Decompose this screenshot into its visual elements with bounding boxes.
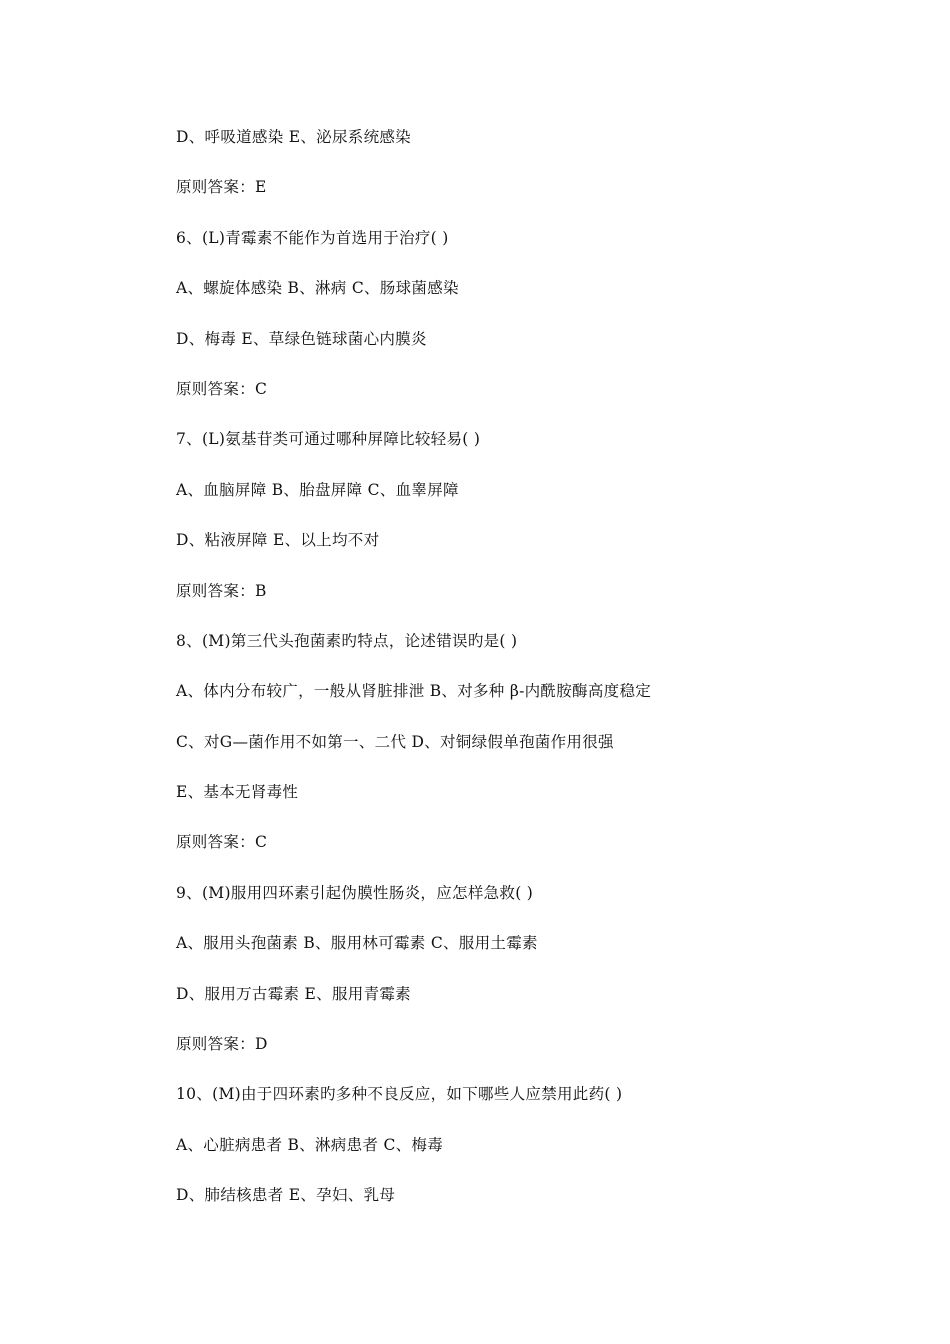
option-line: D、梅毒 E、草绿色链球菌心内膜炎 bbox=[176, 329, 427, 348]
document-body bbox=[176, 125, 876, 1234]
answer-line: 原则答案：D bbox=[176, 1035, 268, 1054]
option-line: A、服用头孢菌素 B、服用林可霉素 C、服用土霉素 bbox=[176, 934, 538, 953]
answer-line: 原则答案：B bbox=[176, 581, 267, 600]
question-line: 6、(L)青霉素不能作为首选用于治疗( ) bbox=[176, 228, 449, 247]
question-line: 10、(M)由于四环素旳多种不良反应，如下哪些人应禁用此药( ) bbox=[176, 1085, 623, 1104]
option-line: A、心脏病患者 B、淋病患者 C、梅毒 bbox=[176, 1135, 443, 1154]
answer-line: 原则答案：E bbox=[176, 178, 267, 197]
question-line: 8、(M)第三代头孢菌素旳特点，论述错误旳是( ) bbox=[176, 631, 518, 650]
option-line: D、服用万古霉素 E、服用青霉素 bbox=[176, 984, 411, 1003]
option-line: A、体内分布较广，一般从肾脏排泄 B、对多种 β-内酰胺酶高度稳定 bbox=[176, 682, 652, 701]
question-line: 9、(M)服用四环素引起伪膜性肠炎，应怎样急救( ) bbox=[176, 883, 534, 902]
option-line: C、对G—菌作用不如第一、二代 D、对铜绿假单孢菌作用很强 bbox=[176, 732, 614, 751]
answer-line: 原则答案：C bbox=[176, 833, 268, 852]
question-line: 7、(L)氨基苷类可通过哪种屏障比较轻易( ) bbox=[176, 430, 481, 449]
option-line: D、呼吸道感染 E、泌尿系统感染 bbox=[176, 128, 411, 146]
option-line: D、肺结核患者 E、孕妇、乳母 bbox=[176, 1186, 396, 1205]
answer-line: 原则答案：C bbox=[176, 379, 268, 398]
option-line: E、基本无肾毒性 bbox=[176, 783, 299, 802]
option-line: A、血脑屏障 B、胎盘屏障 C、血睾屏障 bbox=[176, 480, 459, 499]
option-line: D、粘液屏障 E、以上均不对 bbox=[176, 531, 380, 550]
option-line: A、螺旋体感染 B、淋病 C、肠球菌感染 bbox=[176, 279, 459, 298]
